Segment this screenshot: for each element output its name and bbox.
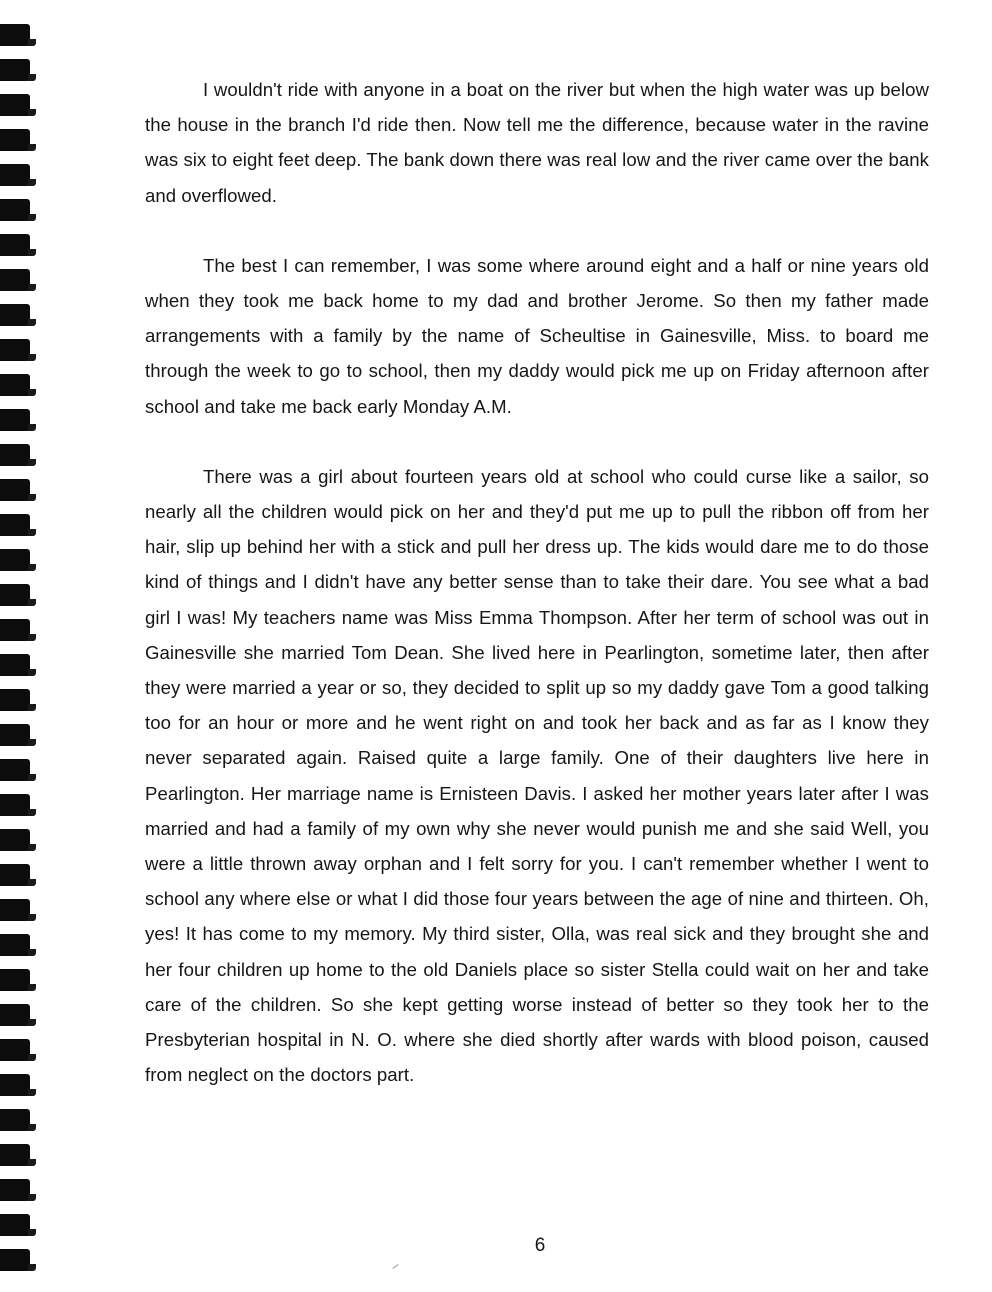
binding-hole — [0, 59, 30, 81]
page-number: 6 — [534, 1235, 546, 1256]
paragraph-boat-river: I wouldn't ride with anyone in a boat on the river but when the high water was up below the house in the branch I'd ride then. Now tell me the difference, because water in the ravine was six to eight feet deep. The bank down there was real low and the river came over the bank and overflowed. — [145, 79, 929, 206]
binding-hole — [0, 864, 30, 886]
pencil-mark — [392, 1264, 398, 1269]
binding-hole — [0, 304, 30, 326]
binding-hole — [0, 794, 30, 816]
binding-hole — [0, 1144, 30, 1166]
binding-hole — [0, 619, 30, 641]
binding-hole — [0, 654, 30, 676]
binding-hole — [0, 514, 30, 536]
paragraph-school-boarding: The best I can remember, I was some where around eight and a half or nine years old when they took me back home to my dad and brother Jerome. So then my father made arrangements with a family by the name of Scheultise in Gainesville, Miss. to board me through the week to go to school, then my daddy would pick me up on Friday afternoon after school and take me back early Monday A.M. — [145, 254, 929, 417]
binding-hole — [0, 94, 30, 116]
binding-hole — [0, 1179, 30, 1201]
binding-hole — [0, 129, 30, 151]
binding-hole — [0, 374, 30, 396]
binding-hole — [0, 479, 30, 501]
binding-hole — [0, 689, 30, 711]
binding-hole — [0, 1039, 30, 1061]
binding-hole — [0, 24, 30, 46]
binding-hole — [0, 269, 30, 291]
spiral-binding-edge — [0, 0, 40, 1292]
binding-hole — [0, 934, 30, 956]
paragraph-school-memories: There was a girl about fourteen years old at school who could curse like a sailor, so nearly all the children would pick on her and they'd put me up to pull the ribbon off from her hair, slip up behind her with a stick and pull her dress up. The kids would dare me to do those kind of things and I didn't have any better sense than to take their dare. You see what a bad girl I was! My teachers name was Miss Emma Thompson. After her term of school was out in Gainesville she married Tom Dean. She lived here in Pearlington, sometime later, then after they were married a year or so, they decided to split up so my daddy gave Tom a good talking too for an hour or more and he went right on and took her back and as far as I know they never separated again. Raised quite a large family. One of their daughters live here in Pearlington. Her marriage name is Ernisteen Davis. I asked her mother years later after I was married and had a family of my own why she never would punish me and she said Well, you were a little thrown away orphan and I felt sorry for you. I can't remember whether I went to school any where else or what I did those four years between the age of nine and thirteen. Oh, yes! It has come to my memory. My third sister, Olla, was real sick and they brought she and her four children up home to the old Daniels place so sister Stella could wait on her and take care of the children. So she kept getting worse instead of better so they took her to the Presbyterian hospital in N. O. where she died shortly after wards with blood poison, caused from neglect on the doctors part. — [145, 465, 929, 1086]
binding-hole — [0, 724, 30, 746]
binding-hole — [0, 1074, 30, 1096]
binding-hole — [0, 234, 30, 256]
page-body — [145, 72, 929, 1127]
binding-hole — [0, 164, 30, 186]
binding-hole — [0, 829, 30, 851]
binding-hole — [0, 1109, 30, 1131]
binding-hole — [0, 444, 30, 466]
binding-hole — [0, 759, 30, 781]
binding-hole — [0, 339, 30, 361]
binding-hole — [0, 899, 30, 921]
binding-hole — [0, 199, 30, 221]
binding-hole — [0, 1004, 30, 1026]
binding-hole — [0, 584, 30, 606]
binding-hole — [0, 549, 30, 571]
binding-hole — [0, 969, 30, 991]
binding-hole — [0, 409, 30, 431]
binding-hole — [0, 1214, 30, 1236]
